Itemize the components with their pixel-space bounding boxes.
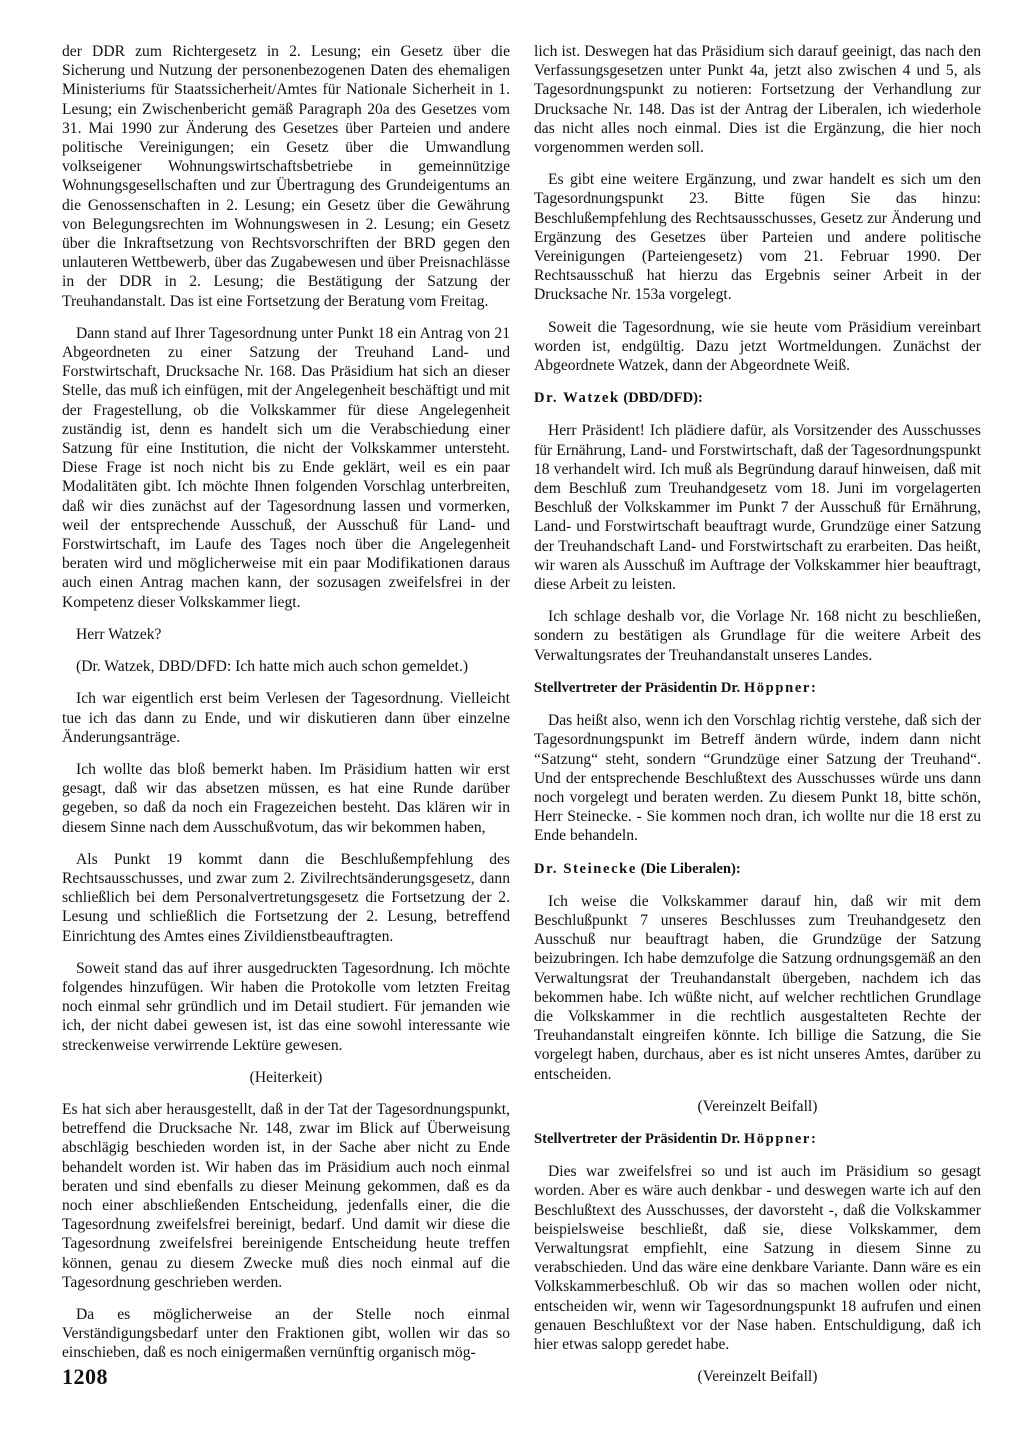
speaker-heading xyxy=(534,1130,981,1149)
paragraph: Da es möglicherweise an der Stelle noch einmal Verständigungsbedarf unter den Fraktionen gibt, wollen wir das so einschieben, daß es noch einigermaßen vernünftig organisch mög- xyxy=(62,1305,510,1362)
paragraph: lich ist. Deswegen hat das Präsidium sich darauf geeinigt, das nach den Verfassungsgesetzen unter Punkt 4a, jetzt also zwischen 4 und 5, als Tagesordnungspunkt zu notieren: Fortsetzung der Verhandlung zur Drucksache Nr. 148. Das ist der Antrag der Liberalen, ich wiederhole das nicht alles noch einmal. Dies ist die Ergänzung, die hier noch vorgenommen werden soll. xyxy=(534,43,981,157)
speaker-heading xyxy=(534,389,981,408)
speaker-name: Höppner: xyxy=(743,1130,818,1147)
speaker-name: Höppner: xyxy=(743,679,818,696)
paragraph: Dann stand auf Ihrer Tagesordnung unter Punkt 18 ein Antrag von 21 Abgeordneten zu einer Satzung der Treuhand Land- und Forstwirtschaft, Drucksache Nr. 168. Das Präsidium hat sich an dieser Stelle, das muß ich einfügen, mit der Angelegenheit beschäftigt und mit der Fragestellung, ob die Volkskammer für diese Angelegenheit zuständig ist, denn es handelt sich um die Verabschiedung einer Satzung für eine Institution, die nicht der Volkskammer untersteht. Diese Frage ist noch nicht bis zu Ende geklärt, weil es ein paar Modalitäten gibt. Ich möchte Ihnen folgenden Vorschlag unterbreiten, daß wir dies zunächst auf der Tagesordnung lassen und vormerken, weil der entsprechende Ausschuß, der Ausschuß für Land- und Forstwirtschaft, im Laufe des Tages noch über die Angelegenheit beraten wird und möglicherweise mit ein paar Modifikationen daraus auch einen Antrag machen kann, der sozusagen zweifelsfrei in der Kompetenz dieser Volkskammer liegt. xyxy=(62,324,510,611)
speaker-heading xyxy=(534,679,981,698)
paragraph: Ich weise die Volkskammer darauf hin, daß wir mit dem Beschlußpunkt 7 unseres Beschlusses zum Treuhandgesetz den Ausschuß nur beauftragt haben, die Grundzüge der Satzung beizubringen. Ich habe demzufolge die Satzung ordnungsgemäß an den Verwaltungsrat der Treuhandanstalt übergeben, nachdem ich das bekommen habe. Ich wüßte nicht, auf welcher rechtlichen Grundlage die Volkskammer in die rechtlich ausgestalteten Rechte der Treuhandanstalt eingreifen könnte. Ich billige die Satzung, die Sie vorgelegt haben, durchaus, aber es ist nicht unseres Amtes, darüber zu entscheiden. xyxy=(534,892,981,1083)
paragraph: Soweit die Tagesordnung, wie sie heute vom Präsidium vereinbart worden ist, endgültig. Dazu jetzt Wortmeldungen. Zunächst der Abgeordnete Watzek, dann der Abgeordnete Weiß. xyxy=(534,318,981,375)
speaker-party: (DBD/DFD): xyxy=(623,390,703,407)
speaker-party: (Die Liberalen): xyxy=(640,860,741,877)
page-number: 1208 xyxy=(62,1364,108,1389)
paragraph: Als Punkt 19 kommt dann die Beschlußempfehlung des Rechtsausschusses, und zwar zum 2. Zivilrechtsänderungsgesetz, dann schließlich bei dem Personalvertretungsgesetz die Fortsetzung der 2. Lesung und schließlich die Fortsetzung der 2. Lesung, betreffend Einrichtung des Amtes eines Zivildienstbeauftragten. xyxy=(62,850,510,945)
paragraph: Ich schlage deshalb vor, die Vorlage Nr. 168 nicht zu beschließen, sondern zu bestätigen als Grundlage für die weitere Arbeit des Verwaltungsrates der Treuhandanstalt unseres Landes. xyxy=(534,608,981,664)
paragraph: Dies war zweifelsfrei so und ist auch im Präsidium so gesagt worden. Aber es wäre auch denkbar - und deswegen warte ich auf den Beschlußtext des Ausschusses, der davorsteht -, daß die Volkskammer beispielsweise beschließt, daß sie, diese Volkskammer, dem Verwaltungsrat empfiehlt, eine Satzung in diesem Sinne zu verabschieden. Und das wäre eine denkbare Variante. Dann wäre es ein Volkskammerbeschluß. Ob wir das so machen wollen oder nicht, entscheiden wir, wenn wir Tagesordnungspunkt 18 aufrufen und einen genauen Beschlußtext vor der Nase haben. Entschuldigung, daß ich hier etwas salopp geredet habe. xyxy=(534,1163,981,1353)
interjection: (Vereinzelt Beifall) xyxy=(697,1097,818,1115)
interjection: (Vereinzelt Beifall) xyxy=(697,1368,818,1386)
speaker-title: Stellvertreter der Präsidentin Dr. xyxy=(534,679,741,696)
paragraph: Das heißt also, wenn ich den Vorschlag richtig verstehe, daß sich der Tagesordnungspunkt im Betreff ändern würde, indem dann nicht “Satzung“ steht, sondern “Grundzüge einer Satzung der Treuhand“. Und der entsprechende Beschlußtext des Ausschusses würde uns dann noch vorgelegt und beraten werden. Zu diesem Punkt 18, bitte schön, Herr Steinecke. - Sie kommen noch dran, ich wollte nur die 18 erst zu Ende behandeln. xyxy=(534,712,981,845)
paragraph: der DDR zum Richtergesetz in 2. Lesung; ein Gesetz über die Sicherung und Nutzung der personenbezogenen Daten des ehemaligen Ministeriums für Staatssicherheit/Amtes für Nationale Sicherheit in 1. Lesung; ein Zwischenbericht gemäß Paragraph 20a des Gesetzes vom 31. Mai 1990 zur Änderung des Gesetzes über Parteien und andere politische Vereinigungen; ein Gesetz über die Umwandlung volkseigener Wohnungswirtschaftsbetriebe in gemeinnützige Wohnungsgesellschaften und zur Übertragung des Grundeigentums an die Genossenschaften in 2. Lesung; ein Gesetz über die Gewährung von Belegungsrechten im Wohnungswesen in 2. Lesung; ein Gesetz über die Inkraftsetzung von Rechtsvorschriften der BRD gegen den unlauteren Wettbewerb, über das Zugabewesen und über Preisnachlässe in der DDR in 2. Lesung; die Bestätigung der Satzung der Treuhandanstalt. Das ist eine Fortsetzung der Beratung vom Freitag. xyxy=(62,43,510,310)
left-column xyxy=(62,42,510,1376)
speaker-name: Dr. Watzek xyxy=(534,390,620,407)
paragraph: Soweit stand das auf ihrer ausgedruckten Tagesordnung. Ich möchte folgendes hinzufügen. Wir haben die Protokolle vom letzten Freitag noch einmal sehr gründlich und im Detail studiert. Für jemanden wie ich, der nicht dabei gewesen ist, ist das eine sowohl interessante wie streckenweise verwirrende Lektüre gewesen. xyxy=(62,959,510,1054)
paragraph: Herr Präsident! Ich plädiere dafür, als Vorsitzender des Ausschusses für Ernährung, Land- und Forstwirtschaft, daß der Tagesordnungspunkt 18 verhandelt wird. Ich muß als Begründung darauf hinweisen, daß mit dem Beschluß zum Treuhandgesetz vom 18. Juni im vorgelagerten Beschluß der Volkskammer im Punkt 7 der Ausschuß für Ernährung, Land- und Forstwirtschaft beauftragt wurde, Grundzüge einer Satzung der Treuhandschaft Land- und Forstwirtschaft zu erarbeiten. Das heißt, wir waren als Ausschuß im Auftrage der Volkskammer hier beauftragt, diese Arbeit zu leisten. xyxy=(534,422,981,594)
paragraph: Ich war eigentlich erst beim Verlesen der Tagesordnung. Vielleicht tue ich das dann zu Ende, und wir diskutieren dann über einzelne Änderungsanträge. xyxy=(62,690,510,746)
paragraph: Ich wollte das bloß bemerkt haben. Im Präsidium hatten wir erst gesagt, daß wir das absetzen müssen, es hat eine Runde darüber gegeben, so daß da noch ein Fragezeichen besteht. Das klären wir in diesem Sinne nach dem Ausschußvotum, das wir bekommen haben, xyxy=(62,760,510,836)
speaker-name: Dr. Steinecke xyxy=(534,860,637,877)
speaker-title: Stellvertreter der Präsidentin Dr. xyxy=(534,1130,741,1147)
speaker-heading xyxy=(534,860,981,879)
paragraph: Herr Watzek? xyxy=(76,625,162,643)
paragraph: Es gibt eine weitere Ergänzung, und zwar handelt es sich um den Tagesordnungspunkt 23. Bitte fügen Sie das hinzu: Beschlußempfehlung des Rechtsausschusses, Gesetz zur Änderung und Ergänzung des Gesetzes über Parteien und andere politische Vereinigungen (Parteiengesetz) vom 21. Februar 1990. Der Rechtsausschuß hat hierzu das Ergebnis seiner Arbeit in der Drucksache Nr. 153a vorgelegt. xyxy=(534,171,981,304)
right-column xyxy=(534,42,981,1399)
paragraph: Es hat sich aber herausgestellt, daß in der Tat der Tagesordnungspunkt, betreffend die Drucksache Nr. 148, zwar im Blick auf Überweisung abschlägig beschieden worden ist, in der Sache aber nicht zu Ende behandelt worden ist. Wir haben das im Präsidium auch noch einmal beraten und sind ebenfalls zu dieser Meinung gekommen, daß es da noch einer abschließenden Entscheidung, jedenfalls einer, die die Tagesordnung zweifelsfrei bereinigt, bedarf. Und damit wir diese die Tagesordnung zweifelsfrei bereinigende Entscheidung heute treffen können, genau zu diesem Zwecke muß dies noch einmal auf die Tagesordnung geschrieben werden. xyxy=(62,1100,510,1291)
paragraph: (Dr. Watzek, DBD/DFD: Ich hatte mich auch schon gemeldet.) xyxy=(76,658,469,676)
interjection: (Heiterkeit) xyxy=(249,1068,323,1086)
